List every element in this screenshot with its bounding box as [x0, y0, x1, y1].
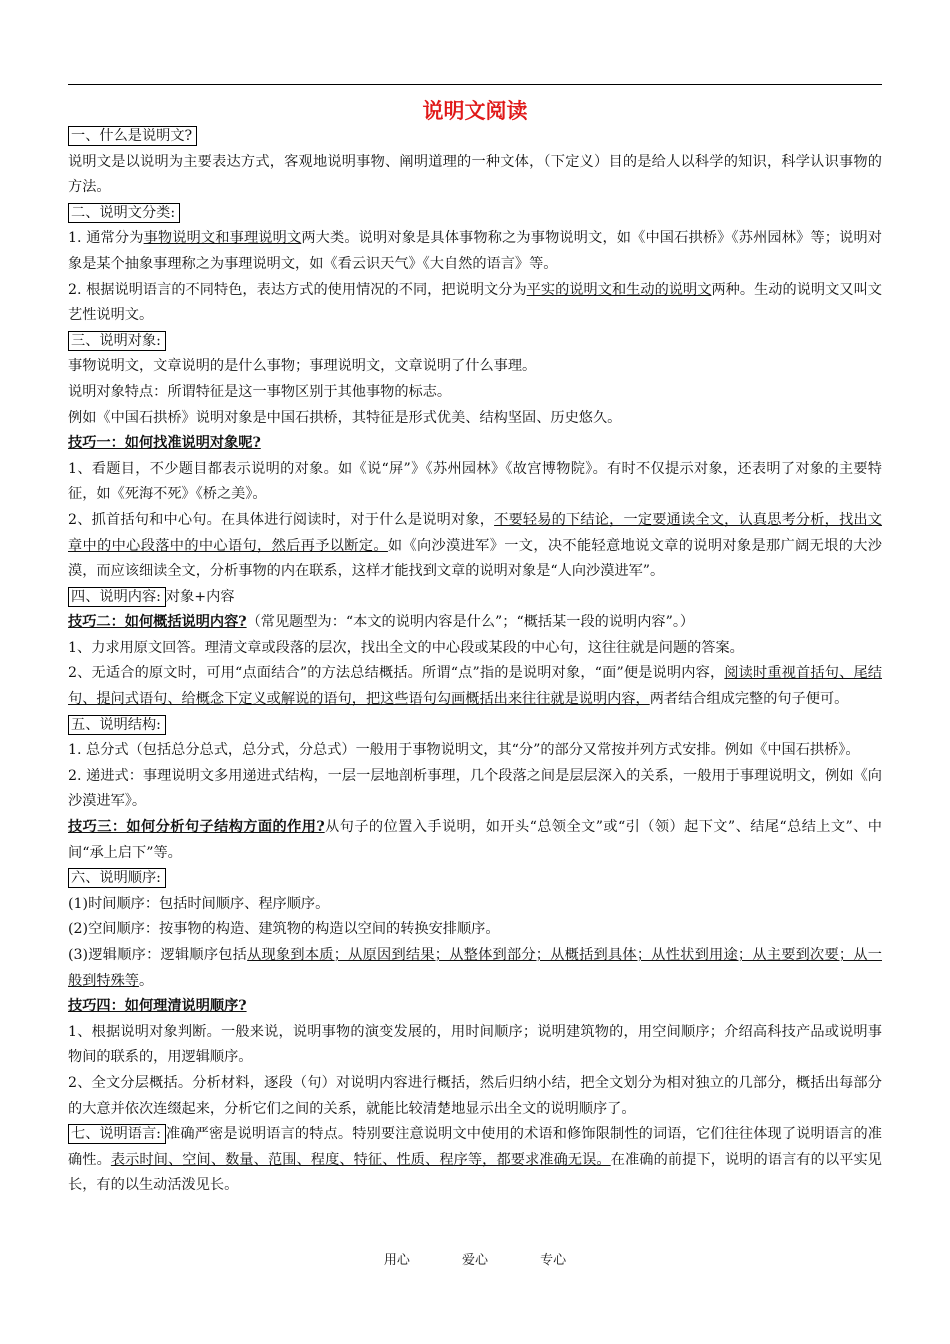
paragraph: 事物说明文，文章说明的是什么事物；事理说明文，文章说明了什么事理。 [68, 358, 537, 375]
paragraph: (3)逻辑顺序：逻辑顺序包括从现象到本质；从原因到结果；从整体到部分；从概括到具体；从性状到用途；从主要到次要；从一般到特殊等。 [68, 947, 882, 989]
footer-text: 爱心 [461, 1253, 488, 1268]
paragraph: 1、看题目，不少题目都表示说明的对象。如《说“屏”》《苏州园林》《故宫博物院》。有时不仅提示对象，还表明了对象的主要特征，如《死海不死》《桥之美》。 [68, 460, 882, 503]
paragraph: 1、根据说明对象判断。一般来说，说明事物的演变发展的，用时间顺序；说明建筑物的，用空间顺序；介绍高科技产品或说明事物间的联系的，用逻辑顺序。 [68, 1023, 882, 1066]
paragraph: 1、力求用原文回答。理清文章或段落的层次，找出全文的中心段或某段的中心句，这往往就是问题的答案。 [68, 639, 744, 656]
tip-heading-3: 技巧三：如何分析句子结构方面的作用? [68, 819, 325, 836]
header-rule [68, 84, 882, 85]
section-heading-5: 五、说明结构: [68, 715, 166, 735]
tip-heading-2: 技巧二：如何概括说明内容? [68, 614, 247, 631]
page-footer [0, 1249, 950, 1268]
section-heading-7: 七、说明语言: [68, 1124, 166, 1144]
paragraph: 2. 递进式：事理说明文多用递进式结构，一层一层地剖析事理，几个段落之间是层层深入的关系，一般用于事理说明文，例如《向沙漠进军》。 [68, 767, 882, 810]
paragraph: 2、全文分层概括。分析材料，逐段（句）对说明内容进行概括，然后归纳小结，把全文划分为相对独立的几部分，概括出每部分的大意并依次连缀起来，分析它们之间的关系，就能比较清楚地显示出全文的说明顺序了。 [68, 1074, 882, 1117]
paragraph: 说明文是以说明为主要表达方式，客观地说明事物、阐明道理的一种文体，（下定义）目的是给人以科学的知识，科学认识事物的方法。 [68, 153, 882, 196]
tip-heading-4: 技巧四：如何理清说明顺序? [68, 998, 247, 1015]
tip-note: （常见题型为：“本文的说明内容是什么”；“概括某一段的说明内容”。） [246, 614, 695, 631]
paragraph: 1. 总分式（包括总分总式，总分式，分总式）一般用于事物说明文，其“分”的部分又常按并列方式安排。例如《中国石拱桥》。 [68, 742, 860, 759]
section-heading-6: 六、说明顺序: [68, 868, 166, 888]
paragraph: 2、抓首括句和中心句。在具体进行阅读时，对于什么是说明对象，不要轻易的下结论，一定要通读全文，认真思考分析，找出文章中的中心段落中的中心语句，然后再予以断定。如《向沙漠进军》一文，决不能轻意地说文章的说明对象是那广阔无垠的大沙漠，而应该细读全文，分析事物的内在联系，这样才能找到文章的说明对象是“人向沙漠进军”。 [68, 511, 882, 580]
paragraph: 1. 通常分为事物说明文和事理说明文两大类。说明对象是具体事物称之为事物说明文，如《中国石拱桥》《苏州园林》等；说明对象是某个抽象事理称之为事理说明文，如《看云识天气》《大自然的语言》等。 [68, 230, 882, 272]
paragraph: 说明对象特点：所谓特征是这一事物区别于其他事物的标志。 [68, 383, 452, 400]
page-title: 说明文阅读 [422, 99, 528, 123]
section-tail: 对象+内容 [165, 588, 235, 605]
paragraph: 2、无适合的原文时，可用“点面结合”的方法总结概括。所谓“点”指的是说明对象，“面”便是说明内容，阅读时重视首括句、尾结句、提问式语句、给概念下定义或解说的语句，把这些语句勾画概括出来往往就是说明内容，两者结合组成完整的句子便可。 [68, 665, 882, 708]
paragraph: (1)时间顺序：包括时间顺序、程序顺序。 [68, 895, 330, 912]
document-body: 一、什么是说明文? 说明文是以说明为主要表达方式，客观地说明事物、阐明道理的一种文体，（下定义）目的是给人以科学的知识，科学认识事物的方法。 二、说明文分类: 1. 通常分为事物说明文和事理说明文两大类。说明对象是具体事物称之为事物说明文，如《中国石拱桥》《苏州园林》等；说明对象是某个抽象事理称之为事理说明文，如《看云识天气》《大自然的语言》等。 2. 根据说明语言的不同特色，表达方式的使用情况的不同，把说明文分为平实的说明文和生动的说明文两种。生动的说明文又叫文艺性说明文。 三、说明对象: 事物说明文，文章说明的是什么事物；事理说明文，文章说明了什么事理。 说明对象特点：所谓特征是这一事物区别于其他事物的标志。 例如《中国石拱桥》说明对象是中国石拱桥，其特征是形式优美、结构坚固、历史悠久。 技巧一：如何找准说明对象呢? 1、看题目，不少题目都表示说明的对象。如《说“屏”》《苏州园林》《故宫博物院》。有时不仅提示对象，还表明了对象的主要特征，如《死海不死》《桥之美》。 2、抓首括句和中心句。在具体进行阅读时，对于什么是说明对象，不要轻易的下结论，一定要通读全文，认真思考分析，找出文章中的中心段落中的中心语句，然后再予以断定。如《向沙漠进军》一文，决不能轻意地说文章的说明对象是那广阔无垠的大沙漠，而应该细读全文，分析事物的内在联系，这样才能找到文章的说明对象是“人向沙漠进军”。 四、说明内容: 对象+内容 技巧二：如何概括说明内容?（常见题型为：“本文的说明内容是什么”；“概括某一段的说明内容”。） 1、力求用原文回答。理清文章或段落的层次，找出全文的中心段或某段的中心句，这往往就是问题的答案。 2、无适合的原文时，可用“点面结合”的方法总结概括。所谓“点”指的是说明对象，“面”便是说明内容，阅读时重视首括句、尾结句、提问式语句、给概念下定义或解说的语句，把这些语句勾画概括出来往往就是说明内容，两者结合组成完整的句子便可。 五、说明结构: 1. 总分式（包括总分总式，总分式，分总式）一般用于事物说明文，其“分”的部分又常按并列方式安排。例如《中国石拱桥》。 2. 递进式：事理说明文多用递进式结构，一层一层地剖析事理，几个段落之间是层层深入的关系，一般用于事理说明文，例如《向沙漠进军》。 技巧三：如何分析句子结构方面的作用?从句子的位置入手说明，如开头“总领全文”或“引（领）起下文”、结尾“总结上文”、中间“承上启下”等。 六、说明顺序: (1)时间顺序：包括时间顺序、程序顺序。 (2)空间顺序：按事物的构造、建筑物的构造以空间的转换安排顺序。 (3)逻辑顺序：逻辑顺序包括从现象到本质；从原因到结果；从整体到部分；从概括到具体；从性状到用途；从主要到次要；从一般到特殊等。 技巧四：如何理清说明顺序? 1、根据说明对象判断。一般来说，说明事物的演变发展的，用时间顺序；说明建筑物的，用空间顺序；介绍高科技产品或说明事物间的联系的，用逻辑顺序。 2、全文分层概括。分析材料，逐段（句）对说明内容进行概括，然后归纳小结，把全文划分为相对独立的几部分，概括出每部分的大意并依次连缀起来，分析它们之间的关系，就能比较清楚地显示出全文的说明顺序了。 七、说明语言: 准确严密是说明语言的特点。特别要注意说明文中使用的术语和修饰限制性的词语，它们往往体现了说明语言的准确性。表示时间、空间、数量、范围、程度、特征、性质、程序等，都要求准确无误。在准确的前提下，说明的语言有的以平实见长，有的以生动活泼见长。 [68, 128, 882, 1194]
paragraph: 例如《中国石拱桥》说明对象是中国石拱桥，其特征是形式优美、结构坚固、历史悠久。 [68, 409, 622, 426]
paragraph: (2)空间顺序：按事物的构造、建筑物的构造以空间的转换安排顺序。 [68, 921, 500, 938]
section-heading-2: 二、说明文分类: [68, 203, 180, 223]
tip-tail: 从句子的位置入手说明，如开头“总领全文”或“引（领）起下文”、结尾“总结上文”、中间“承上启下”等。 [68, 819, 882, 861]
footer-text: 用心 [383, 1253, 410, 1268]
paragraph: 2. 根据说明语言的不同特色，表达方式的使用情况的不同，把说明文分为平实的说明文和生动的说明文两种。生动的说明文又叫文艺性说明文。 [68, 281, 882, 324]
section-heading-4: 四、说明内容: [68, 587, 166, 607]
section-heading-3: 三、说明对象: [68, 331, 166, 351]
footer-text: 专心 [540, 1253, 567, 1268]
tip-heading-1: 技巧一：如何找准说明对象呢? [68, 435, 261, 452]
section-heading-1: 一、什么是说明文? [68, 126, 197, 146]
